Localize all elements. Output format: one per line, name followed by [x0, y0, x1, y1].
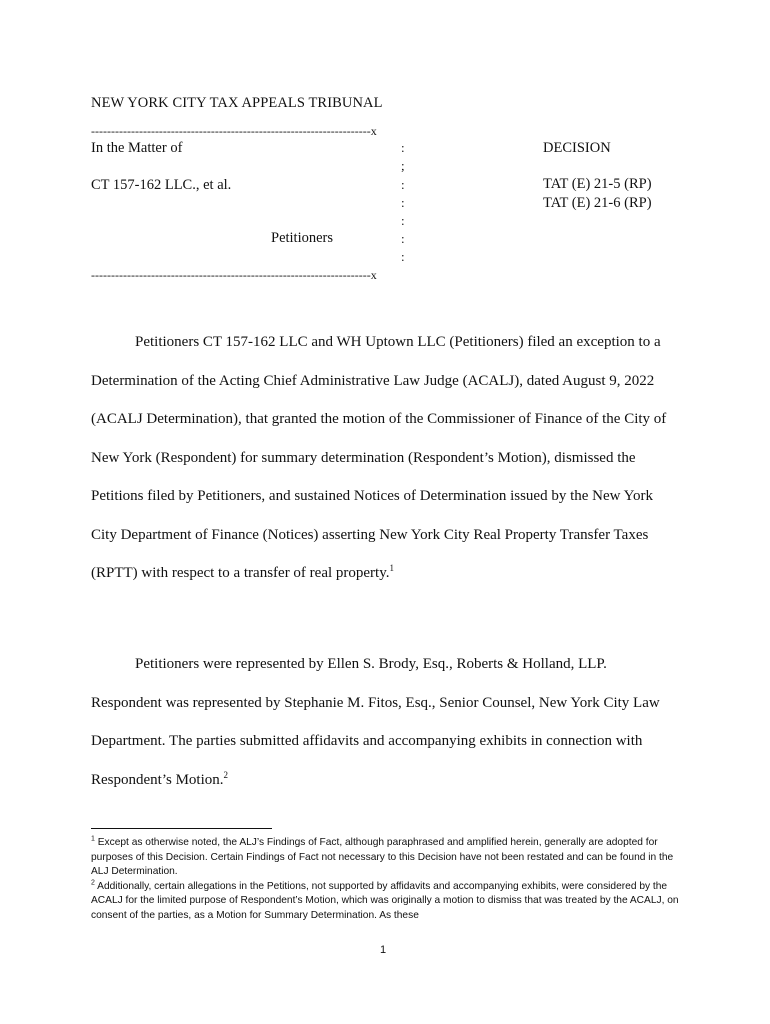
caption-bottom-rule: ----------------------------------------------------------------------x — [91, 268, 377, 282]
footnote-ref-2: 2 — [223, 769, 229, 780]
tribunal-heading: NEW YORK CITY TAX APPEALS TRIBUNAL — [91, 95, 383, 111]
caption-top-rule: ----------------------------------------------------------------------x — [91, 124, 377, 138]
paragraph-2 — [91, 645, 681, 799]
paragraph-1-text: Petitioners CT 157-162 LLC and WH Uptown LLC (Petitioners) filed an exception to a Determination of the Acting Chief Administrative Law Judge (ACALJ), dated August 9, 2022 (ACALJ Determination), that granted the motion of the Commissioner of Finance of the City of New York (Respondent) for summary determination (Respondent’s Motion), dismissed the Petitions filed by Petitioners, and sustained Notices of Determination issued by the New York City Department of Finance (Notices) asserting New York City Real Property Transfer Taxes (RPTT) with respect to a transfer of real property. — [91, 334, 667, 581]
footnote-ref-1: 1 — [389, 563, 394, 573]
footnote-1 — [91, 836, 681, 880]
docket-number-2: TAT (E) 21-6 (RP) — [543, 195, 652, 211]
footnote-1-mark: 1 — [91, 835, 95, 843]
caption-colon: ; — [401, 158, 405, 173]
in-the-matter-label: In the Matter of — [91, 140, 183, 156]
decision-label: DECISION — [543, 140, 611, 156]
caption-colon: : — [401, 249, 405, 264]
footnote-2-mark: 2 — [91, 879, 95, 887]
caption-colon: : — [401, 213, 405, 228]
caption-colon: : — [401, 140, 405, 155]
paragraph-1 — [91, 323, 681, 593]
party-name: CT 157-162 LLC., et al. — [91, 177, 232, 193]
party-role: Petitioners — [271, 230, 334, 246]
footnote-2-text: Additionally, certain allegations in the Petitions, not supported by affidavits and accompanying exhibits, were considered by the ACALJ for the limited purpose of Respondent’s Motion, which was originally a motion to dismiss that was treated by the ACALJ, on consent of the parties, as a Motion for Summary Determination. As these — [91, 880, 679, 921]
footnotes — [91, 836, 681, 924]
docket-number-1: TAT (E) 21-5 (RP) — [543, 176, 652, 192]
case-caption — [91, 124, 421, 284]
caption-colon: : — [401, 195, 405, 210]
footnote-1-text: Except as otherwise noted, the ALJ’s Findings of Fact, although paraphrased and amplified herein, generally are adopted for purposes of this Decision. Certain Findings of Fact not necessary to this Decision have not been restated and can be found in the ALJ Determination. — [91, 837, 674, 878]
footnote-separator — [91, 828, 272, 829]
caption-colon: : — [401, 177, 405, 192]
caption-colon: : — [401, 231, 405, 246]
paragraph-2-text: Petitioners were represented by Ellen S. Brody, Esq., Roberts & Holland, LLP. Respondent was represented by Stephanie M. Fitos, Esq., Senior Counsel, New York City Law Department. The parties submitted affidavits and accompanying exhibits in connection with Respondent’s Motion. — [91, 656, 660, 788]
footnote-2 — [91, 880, 681, 924]
page-number: 1 — [380, 944, 387, 956]
